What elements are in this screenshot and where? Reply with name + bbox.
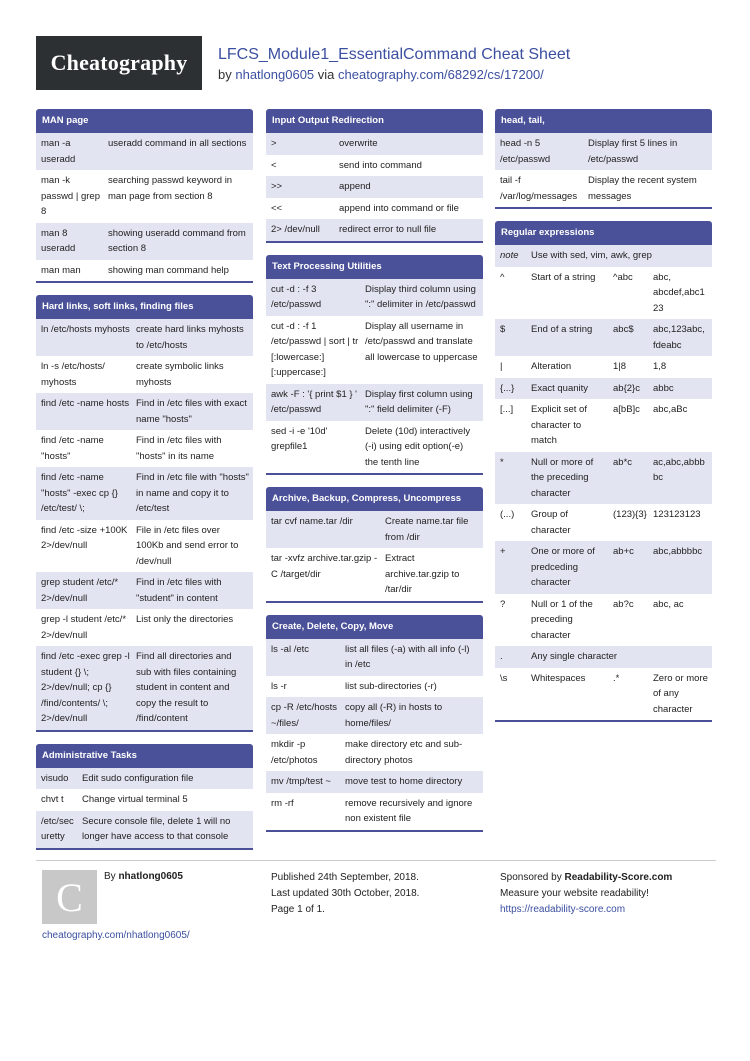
table-row: [266, 176, 483, 198]
cell-description: Start of a string: [531, 271, 596, 283]
cell-description: Display the recent system messages: [588, 175, 697, 202]
sponsor-name[interactable]: Readability-Score.com: [564, 872, 673, 883]
cell-command: mv /tmp/test ~: [271, 776, 331, 787]
cell-description: List only the directories: [136, 614, 234, 625]
section: [266, 255, 483, 476]
table-row: [36, 133, 253, 170]
table-row: [36, 520, 253, 573]
cell-description: append into command or file: [339, 202, 459, 214]
cell-command: (...): [500, 509, 515, 520]
table-row: [36, 609, 253, 646]
sponsor-prefix: Sponsored by: [500, 872, 562, 883]
table-row: [36, 319, 253, 356]
table-row: [36, 789, 253, 811]
cell-command: \s: [500, 672, 508, 684]
cell-description: send into command: [339, 159, 422, 171]
cell-command: man -a useradd: [41, 138, 76, 165]
table-row: [495, 356, 712, 378]
cell-command: tar cvf name.tar /dir: [271, 516, 353, 527]
cell-command: [...]: [500, 404, 514, 415]
cell-command: .: [500, 651, 503, 662]
cell-description: Find in /etc files with "student" in content: [136, 577, 222, 604]
section: [266, 109, 483, 243]
cell-command: ls -r: [271, 680, 287, 692]
cell-description: abc,abbbbc: [653, 546, 703, 557]
cell-command: +: [500, 546, 506, 557]
cell-description: Find in /etc file with "hosts" in name and copy it to /etc/test: [136, 472, 249, 514]
cell-description: ^abc: [613, 271, 633, 283]
cell-command: rm -rf: [271, 797, 294, 809]
table-row: [266, 133, 483, 155]
cell-command: ?: [500, 598, 506, 610]
cell-command: awk -F : '{ print $1 } ' /etc/passwd: [271, 388, 357, 415]
cell-command: 2> /dev/null: [271, 224, 320, 235]
table-row: [36, 811, 253, 848]
cell-command: chvt t: [41, 794, 64, 805]
table-row: [36, 572, 253, 609]
footer-author-link[interactable]: cheatography.com/nhatlong0605/: [42, 930, 190, 941]
cell-command: man man: [41, 264, 81, 276]
section-header: Text Processing Utilities: [266, 255, 483, 279]
cell-command: *: [500, 456, 504, 468]
page-title[interactable]: LFCS_Module1_EssentialCommand Cheat Sheet: [218, 46, 571, 63]
cell-command: visudo: [41, 772, 69, 784]
cell-description: searching passwd keyword in man page from section 8: [108, 175, 233, 202]
cell-description: ab{2}c: [613, 382, 640, 394]
cell-command: ls -al /etc: [271, 643, 310, 655]
cell-command: man 8 useradd: [41, 227, 76, 254]
byline-by: by: [218, 67, 232, 82]
cell-description: move test to home directory: [345, 776, 463, 787]
cell-command: ^: [500, 271, 505, 283]
cell-command: tail -f /var/log/messages: [500, 175, 578, 202]
cell-description: 123123123: [653, 509, 701, 520]
cell-description: Find in /etc files with exact name "hosts": [136, 398, 247, 425]
table-row: [36, 356, 253, 393]
section: [266, 487, 483, 603]
cell-command: /etc/securetty: [41, 815, 74, 842]
table-row: [495, 133, 712, 170]
table-row: [266, 771, 483, 793]
cell-description: Delete (10d) interactively (-i) using edit option(-e) the tenth line: [365, 425, 471, 468]
cell-description: useradd command in all sections: [108, 138, 247, 149]
column-2: [266, 109, 483, 844]
section-header: Regular expressions: [495, 221, 712, 245]
page-header: [36, 36, 716, 92]
cell-description: copy all (-R) in hosts to home/files/: [345, 702, 443, 729]
cell-description: append: [339, 181, 371, 192]
cell-command: ln -s /etc/hosts/ myhosts: [41, 361, 105, 388]
cell-description: ab*c: [613, 456, 633, 468]
cheatography-logo[interactable]: Cheatography: [36, 36, 202, 90]
byline: [218, 67, 544, 82]
cell-command: $: [500, 324, 506, 335]
cell-description: Alteration: [531, 361, 572, 372]
cell-description: Display first column using ":" field delimiter (-F): [365, 388, 473, 415]
cell-description: ab+c: [613, 546, 634, 557]
table-row: [36, 170, 253, 223]
cell-description: overwrite: [339, 138, 378, 149]
cell-description: Display all username in /etc/passwd and translate all lowercase to uppercase: [365, 320, 478, 363]
footer-author-name[interactable]: nhatlong0605: [118, 871, 183, 882]
table-row: [495, 668, 712, 721]
cell-description: abc$: [613, 324, 634, 335]
byline-via: via: [317, 67, 335, 82]
cell-description: Exact quanity: [531, 382, 589, 394]
cell-description: Find in /etc files with "hosts" in its name: [136, 435, 222, 462]
cell-command: find /etc -size +100K 2>/dev/null: [41, 524, 128, 551]
table-row: [36, 260, 253, 282]
page-count: Page 1 of 1.: [271, 904, 325, 915]
table-row: [266, 316, 483, 384]
table-row: [266, 421, 483, 474]
cell-description: Zero or more of any character: [653, 672, 708, 715]
section: [495, 221, 712, 722]
section: [36, 109, 253, 283]
cell-command: mkdir -p /etc/photos: [271, 739, 318, 766]
cell-description: Display first 5 lines in /etc/passwd: [588, 138, 678, 165]
cell-description: (123){3}: [613, 509, 647, 520]
section-header: Administrative Tasks: [36, 744, 253, 768]
table-row: [36, 393, 253, 430]
cell-description: Find all directories and sub with files containing student in content and copy the result to /find/content: [136, 651, 237, 724]
cell-description: Any single character: [531, 651, 618, 662]
table-row: [495, 646, 712, 668]
cell-description: Secure console file, delete 1 will no longer have access to that console: [82, 815, 231, 842]
cell-description: ab?c: [613, 598, 634, 610]
table-row: [266, 676, 483, 698]
cell-description: Group of character: [531, 509, 571, 536]
table-row: [495, 504, 712, 541]
cell-description: File in /etc files over 100Kb and send error to /dev/null: [136, 524, 239, 567]
cell-command: grep -l student /etc/* 2>/dev/null: [41, 614, 127, 641]
cell-description: make directory etc and sub-directory photos: [345, 739, 463, 766]
table-row: [266, 511, 483, 548]
cell-description: Whitespaces: [531, 672, 586, 684]
cell-description: abc,aBc: [653, 404, 688, 415]
table-row: [495, 378, 712, 400]
column-3: [495, 109, 712, 734]
cell-description: Explicit set of character to match: [531, 404, 587, 446]
author-avatar[interactable]: C: [42, 870, 97, 924]
cell-description: create hard links myhosts to /etc/hosts: [136, 324, 244, 351]
cell-command: find /etc -name "hosts" -exec cp {} /etc/test/ \;: [41, 472, 118, 514]
section: [36, 295, 253, 732]
section-header: MAN page: [36, 109, 253, 133]
cell-description: Edit sudo configuration file: [82, 772, 194, 784]
cell-description: Display third column using ":" delimiter in /etc/passwd: [365, 283, 476, 310]
cell-description: list all files (-a) with all info (-l) in /etc: [345, 643, 470, 670]
cell-description: Create name.tar file from /dir: [385, 516, 469, 543]
author-link[interactable]: nhatlong0605: [235, 67, 315, 82]
cell-description: remove recursively and ignore non existent file: [345, 797, 473, 824]
footer-dates: [271, 870, 419, 918]
cell-command: >>: [271, 181, 283, 192]
cell-command: grep student /etc/* 2>/dev/null: [41, 577, 119, 604]
table-row: [495, 452, 712, 505]
cell-command: find /etc -name hosts: [41, 398, 130, 409]
table-row: [495, 245, 712, 267]
section-header: head, tail,: [495, 109, 712, 133]
footer-by: By: [104, 871, 116, 882]
cell-description: 1,8: [653, 361, 667, 372]
cell-description: abc, ac: [653, 598, 684, 610]
table-row: [36, 223, 253, 260]
table-row: [266, 793, 483, 830]
cell-description: create symbolic links myhosts: [136, 361, 224, 388]
cell-description: 1|8: [613, 361, 627, 372]
table-row: [36, 467, 253, 520]
section-header: Hard links, soft links, finding files: [36, 295, 253, 319]
cell-command: <<: [271, 202, 283, 214]
cell-description: showing useradd command from section 8: [108, 227, 246, 254]
table-row: [495, 170, 712, 207]
cell-description: Null or more of the preceding character: [531, 456, 594, 499]
table-row: [266, 548, 483, 601]
cell-command: cut -d : -f 3 /etc/passwd: [271, 283, 322, 310]
sponsor-tagline: Measure your website readability!: [500, 888, 649, 899]
section: [495, 109, 712, 209]
cell-description: Null or 1 of the preceding character: [531, 598, 593, 641]
cell-description: ac,abc,abbbbc: [653, 456, 705, 483]
table-row: [36, 430, 253, 467]
cell-description: End of a string: [531, 324, 593, 335]
cell-description: a[bB]c: [613, 404, 640, 415]
cell-description: Use with sed, vim, awk, grep: [531, 250, 652, 261]
cell-description: abbc: [653, 382, 674, 394]
section: [36, 744, 253, 850]
column-1: [36, 109, 253, 862]
cell-description: abc, abcdef,abc123: [653, 271, 705, 314]
footer-author: [104, 871, 183, 882]
cell-command: sed -i -e '10d' grepfile1: [271, 425, 328, 452]
footer-sponsor: [500, 870, 672, 918]
cell-command: ln /etc/hosts myhosts: [41, 324, 130, 335]
cell-command: find /etc -exec grep -l student {} \; 2>/dev/null; cp {} /find/contents/ \; 2>/dev/null: [41, 651, 130, 724]
sheet-url-link[interactable]: cheatography.com/68292/cs/17200/: [338, 67, 544, 82]
cell-description: Extract archive.tar.gzip to /tar/dir: [385, 553, 460, 595]
cell-command: note: [500, 250, 519, 261]
table-row: [495, 541, 712, 594]
cell-description: showing man command help: [108, 264, 229, 276]
section: [266, 615, 483, 832]
cell-command: cp -R /etc/hosts ~/files/: [271, 702, 337, 729]
cell-command: find /etc -name "hosts": [41, 435, 104, 462]
cell-command: |: [500, 361, 503, 372]
cell-description: One or more of predceding character: [531, 546, 595, 588]
table-row: [266, 219, 483, 241]
section-header: Create, Delete, Copy, Move: [266, 615, 483, 639]
table-row: [266, 734, 483, 771]
table-row: [36, 768, 253, 790]
cell-command: cut -d : -f 1 /etc/passwd | sort | tr [:lowercase:] [:uppercase:]: [271, 320, 359, 378]
cell-command: tar -xvfz archive.tar.gzip -C /target/dir: [271, 553, 378, 580]
table-row: [495, 319, 712, 356]
cell-description: Change virtual terminal 5: [82, 794, 188, 805]
table-row: [266, 697, 483, 734]
cell-command: <: [271, 159, 277, 171]
table-row: [266, 279, 483, 316]
section-header: Archive, Backup, Compress, Uncompress: [266, 487, 483, 511]
table-row: [495, 267, 712, 320]
table-row: [266, 155, 483, 177]
table-row: [266, 639, 483, 676]
sponsor-url-link[interactable]: https://readability-score.com: [500, 904, 626, 915]
cell-description: redirect error to null file: [339, 224, 437, 235]
page-footer: [36, 860, 716, 950]
cell-command: {...}: [500, 382, 515, 394]
cell-command: man -k passwd | grep 8: [41, 175, 100, 217]
cell-command: head -n 5 /etc/passwd: [500, 138, 551, 165]
table-row: [36, 646, 253, 730]
cell-description: abc,123abc, fdeabc: [653, 324, 705, 351]
table-row: [495, 399, 712, 452]
table-row: [495, 594, 712, 647]
updated-date: Last updated 30th October, 2018.: [271, 888, 420, 899]
cell-description: .*: [613, 672, 620, 684]
published-date: Published 24th September, 2018.: [271, 872, 419, 883]
table-row: [266, 384, 483, 421]
table-row: [266, 198, 483, 220]
cell-description: list sub-directories (-r): [345, 680, 437, 692]
section-header: Input Output Redirection: [266, 109, 483, 133]
cell-command: >: [271, 138, 277, 149]
